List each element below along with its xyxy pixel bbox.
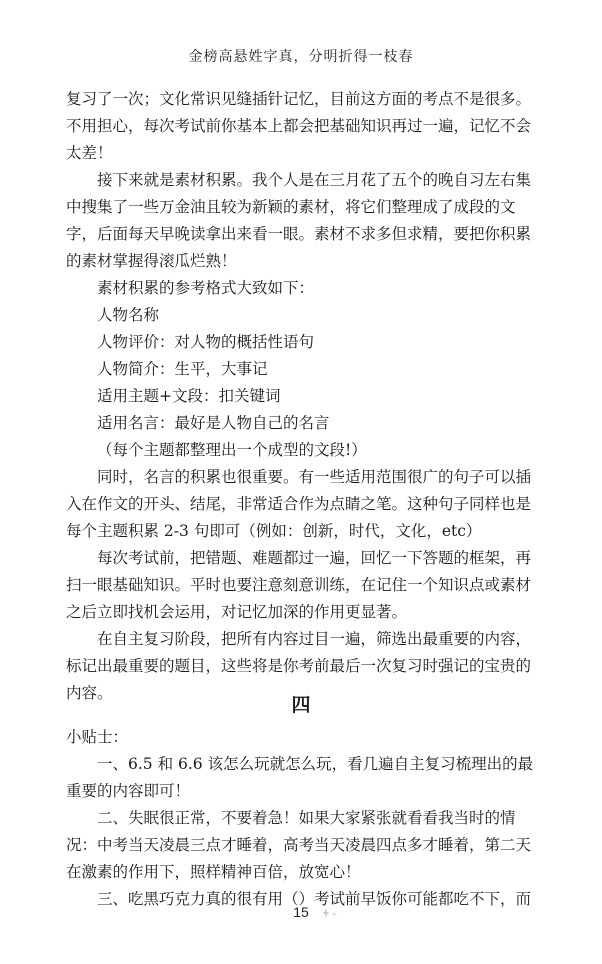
format-item-quote: 适用名言：最好是人物自己的名言 <box>97 414 330 432</box>
tip-2: 二、失眠很正常，不要着急！如果大家紧张就看看我当时的情况：中考当天凌晨三点才睡着，高考当天凌晨四点多才睡着，第二天在激素的作用下，照样精神百倍，放宽心！ <box>66 809 532 881</box>
paragraph-5: 在自主复习阶段，把所有内容过目一遍，筛选出最重要的内容，标记出最重要的题目，这些将是你考前最后一次复习时强记的宝贵的内容。 <box>66 630 532 702</box>
tip-3: 三、吃黑巧克力真的很有用（）考试前早饭你可能都吃不下，而 <box>97 890 532 908</box>
running-header: 金榜高悬姓字真，分明折得一枝春 <box>188 49 414 65</box>
paragraph-2: 接下来就是素材积累。我个人是在三月花了五个的晚自习左右集中搜集了一些万金油且较为新颖的素材，将它们整理成了成段的文字，后面每天早晚读拿出来看一眼。素材不求多但求精，要把你积累的素材掌握得滚瓜烂熟！ <box>66 171 532 270</box>
top-section <box>66 86 544 707</box>
section-title: 四 <box>291 694 311 716</box>
page-number: 15 <box>293 904 309 920</box>
paragraph-3: 同时，名言的积累也很重要。有一些适用范围很广的句子可以插入在作文的开头、结尾，非常适合作为点睛之笔。这种句子同样也是每个主题积累 2-3 句即可（例如：创新，时代，文化，etc） <box>66 468 532 540</box>
format-intro: 素材积累的参考格式大致如下： <box>97 279 315 297</box>
sparkle-watermark-icon <box>322 908 338 920</box>
format-item-theme: 适用主题+文段：扣关键词 <box>97 387 281 405</box>
paragraph-4: 每次考试前，把错题、难题都过一遍，回忆一下答题的框架，再扫一眼基础知识。平时也要注意刻意训练，在记住一个知识点或素材之后立即找机会运用，对记忆加深的作用更显著。 <box>66 549 532 621</box>
format-note: （每个主题都整理出一个成型的文段!） <box>97 441 367 459</box>
paragraph-1: 复习了一次；文化常识见缝插针记忆，目前这方面的考点不是很多。不用担心，每次考试前你基本上都会把基础知识再过一遍，记忆不会太差！ <box>66 90 532 162</box>
tips-section <box>66 724 544 913</box>
tip-1: 一、6.5 和 6.6 该怎么玩就怎么玩，看几遍自主复习梳理出的最重要的内容即可！ <box>66 755 534 800</box>
format-item-profile: 人物简介：生平，大事记 <box>97 360 268 378</box>
tips-label: 小贴士： <box>66 728 129 746</box>
format-item-name: 人物名称 <box>97 306 160 324</box>
format-item-evaluation: 人物评价：对人物的概括性语句 <box>97 333 315 351</box>
